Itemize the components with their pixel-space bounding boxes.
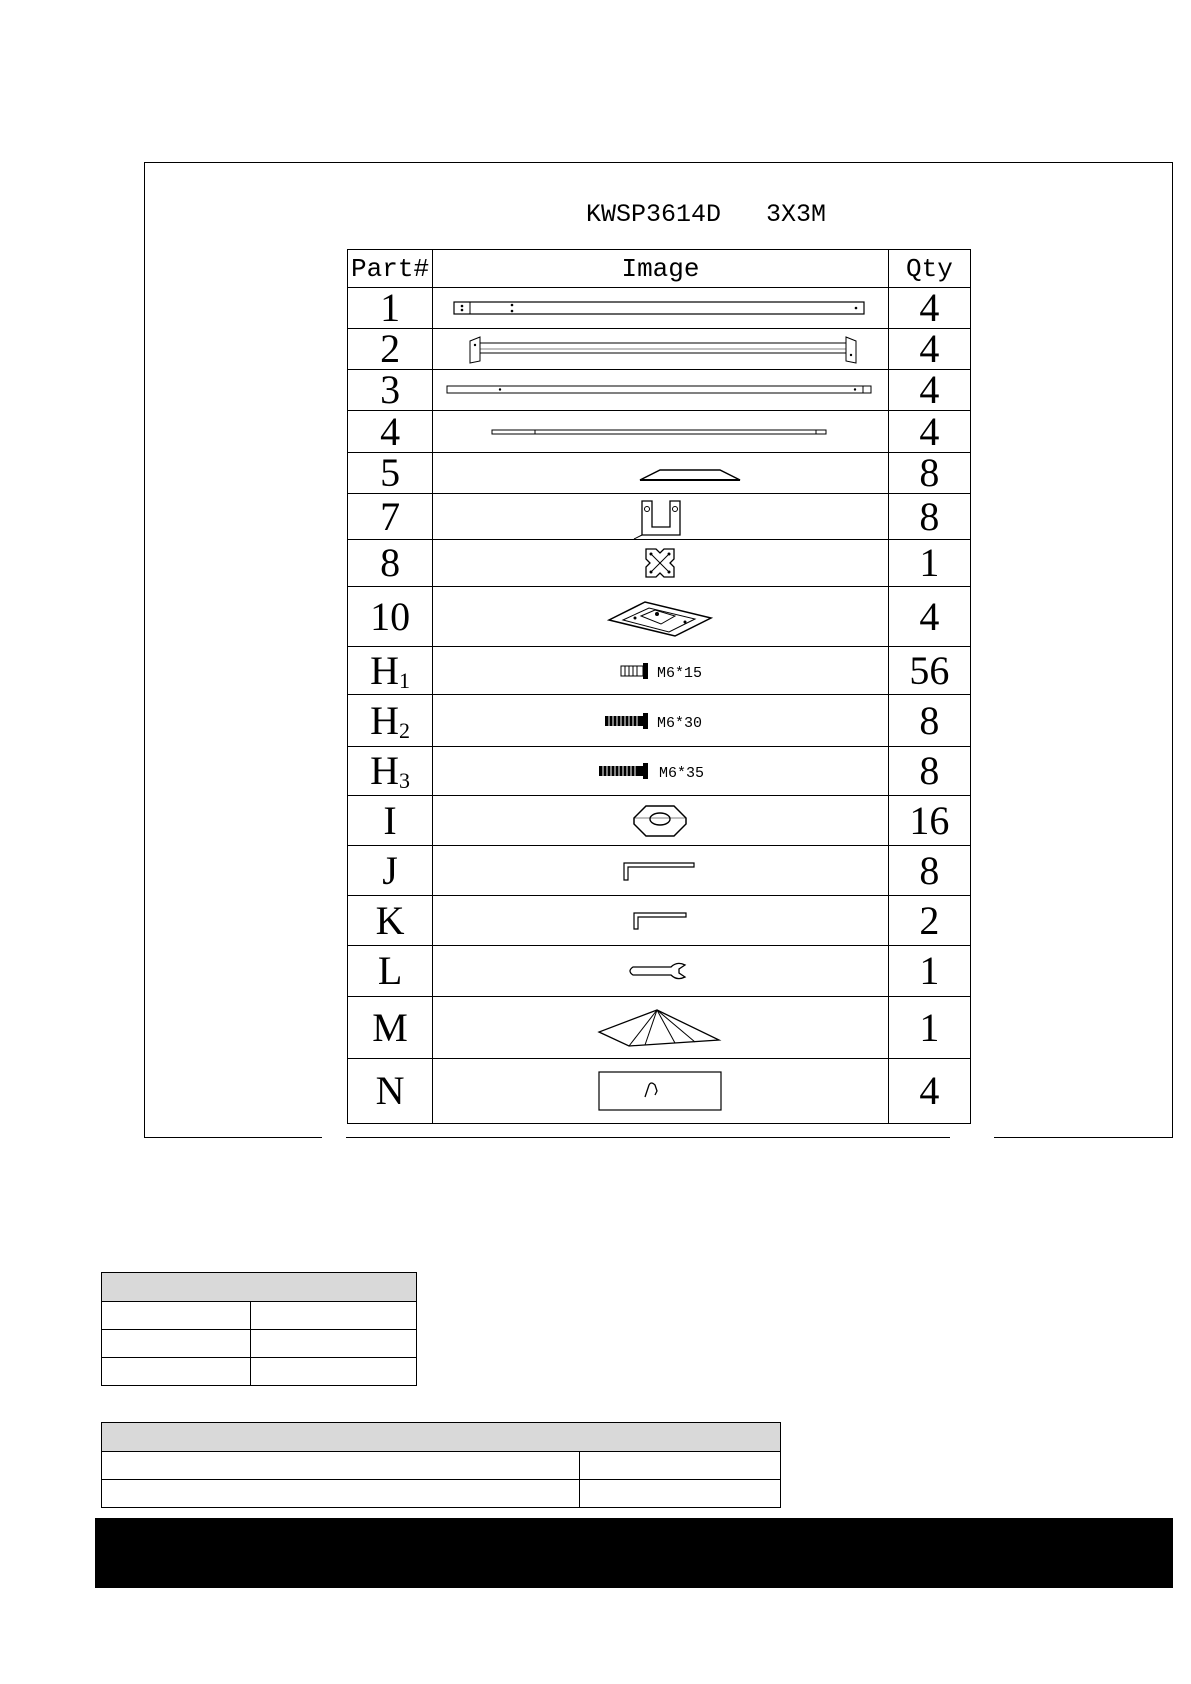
square-connector-plate-icon [433, 540, 889, 587]
quantity: 2 [888, 896, 970, 946]
beam-with-end-brackets-icon [433, 329, 889, 370]
wrench-icon [433, 946, 889, 997]
table-cell [251, 1358, 417, 1386]
table-cell [251, 1302, 417, 1330]
part-number: N [348, 1059, 433, 1124]
short-bolt-icon [433, 647, 889, 695]
table-row [348, 695, 971, 747]
canopy-roof-icon [433, 997, 889, 1059]
blank-form-table-2 [101, 1422, 781, 1508]
header-qty: Qty [888, 250, 970, 288]
u-bracket-icon [433, 494, 889, 540]
pin-box-icon [433, 1059, 889, 1124]
part-number: 4 [348, 411, 433, 453]
table-row [348, 846, 971, 896]
part-number: 1 [348, 288, 433, 329]
long-bolt-icon [433, 747, 889, 796]
parts-list-title: KWSP3614D 3X3M [586, 200, 827, 229]
part-number: $H_2$ [348, 695, 433, 747]
svg-text:M6*30: M6*30 [657, 714, 703, 732]
header-part: Part# [348, 250, 433, 288]
table-row [348, 796, 971, 846]
blank-form-table-1 [101, 1272, 417, 1386]
table-cell [580, 1452, 781, 1480]
thin-rod-icon [433, 411, 889, 453]
table-header-cell [102, 1273, 417, 1302]
footer-bar [95, 1518, 1173, 1588]
quantity: 8 [888, 747, 970, 796]
table-row [348, 494, 971, 540]
table-cell [102, 1452, 580, 1480]
svg-text:M6*15: M6*15 [657, 664, 703, 682]
parts-table [347, 249, 971, 1124]
quantity: 4 [888, 288, 970, 329]
table-row [348, 1059, 971, 1124]
quantity: 56 [888, 647, 970, 695]
quantity: 4 [888, 1059, 970, 1124]
frame-gap [322, 1132, 346, 1142]
part-number: $H_1$ [348, 647, 433, 695]
table-cell [251, 1330, 417, 1358]
table-row [348, 896, 971, 946]
table-row [348, 747, 971, 796]
part-number: J [348, 846, 433, 896]
quantity: 16 [888, 796, 970, 846]
svg-text:M6*35: M6*35 [659, 765, 705, 782]
quantity: 4 [888, 587, 970, 647]
base-plate-icon [433, 587, 889, 647]
large-allen-key-icon [433, 846, 889, 896]
table-row [348, 540, 971, 587]
table-header-cell [102, 1423, 781, 1452]
quantity: 4 [888, 411, 970, 453]
quantity: 1 [888, 540, 970, 587]
quantity: 1 [888, 946, 970, 997]
medium-bolt-icon [433, 695, 889, 747]
part-number: I [348, 796, 433, 846]
table-row [348, 329, 971, 370]
part-number: 3 [348, 370, 433, 411]
table-cell [102, 1302, 251, 1330]
table-cell [102, 1330, 251, 1358]
long-tube-icon [433, 370, 889, 411]
parts-table-header [348, 250, 971, 288]
table-cell [102, 1358, 251, 1386]
trapezoid-plate-icon [433, 453, 889, 494]
table-row [348, 946, 971, 997]
table-row [348, 370, 971, 411]
quantity: 8 [888, 846, 970, 896]
part-number: L [348, 946, 433, 997]
quantity: 8 [888, 695, 970, 747]
frame-gap [950, 1132, 994, 1142]
quantity: 1 [888, 997, 970, 1059]
part-number: K [348, 896, 433, 946]
quantity: 8 [888, 494, 970, 540]
hex-nut-icon [433, 796, 889, 846]
part-number: 10 [348, 587, 433, 647]
table-row [348, 411, 971, 453]
quantity: 4 [888, 370, 970, 411]
table-row [348, 453, 971, 494]
part-number: $H_3$ [348, 747, 433, 796]
part-number: 5 [348, 453, 433, 494]
table-cell [580, 1480, 781, 1508]
table-row [348, 997, 971, 1059]
table-row [348, 288, 971, 329]
part-number: 7 [348, 494, 433, 540]
header-image: Image [433, 250, 889, 288]
part-number: M [348, 997, 433, 1059]
table-row [348, 647, 971, 695]
part-number: 2 [348, 329, 433, 370]
part-number: 8 [348, 540, 433, 587]
quantity: 8 [888, 453, 970, 494]
quantity: 4 [888, 329, 970, 370]
table-row [348, 587, 971, 647]
long-pole-with-holes-icon [433, 288, 889, 329]
small-allen-key-icon [433, 896, 889, 946]
table-cell [102, 1480, 580, 1508]
